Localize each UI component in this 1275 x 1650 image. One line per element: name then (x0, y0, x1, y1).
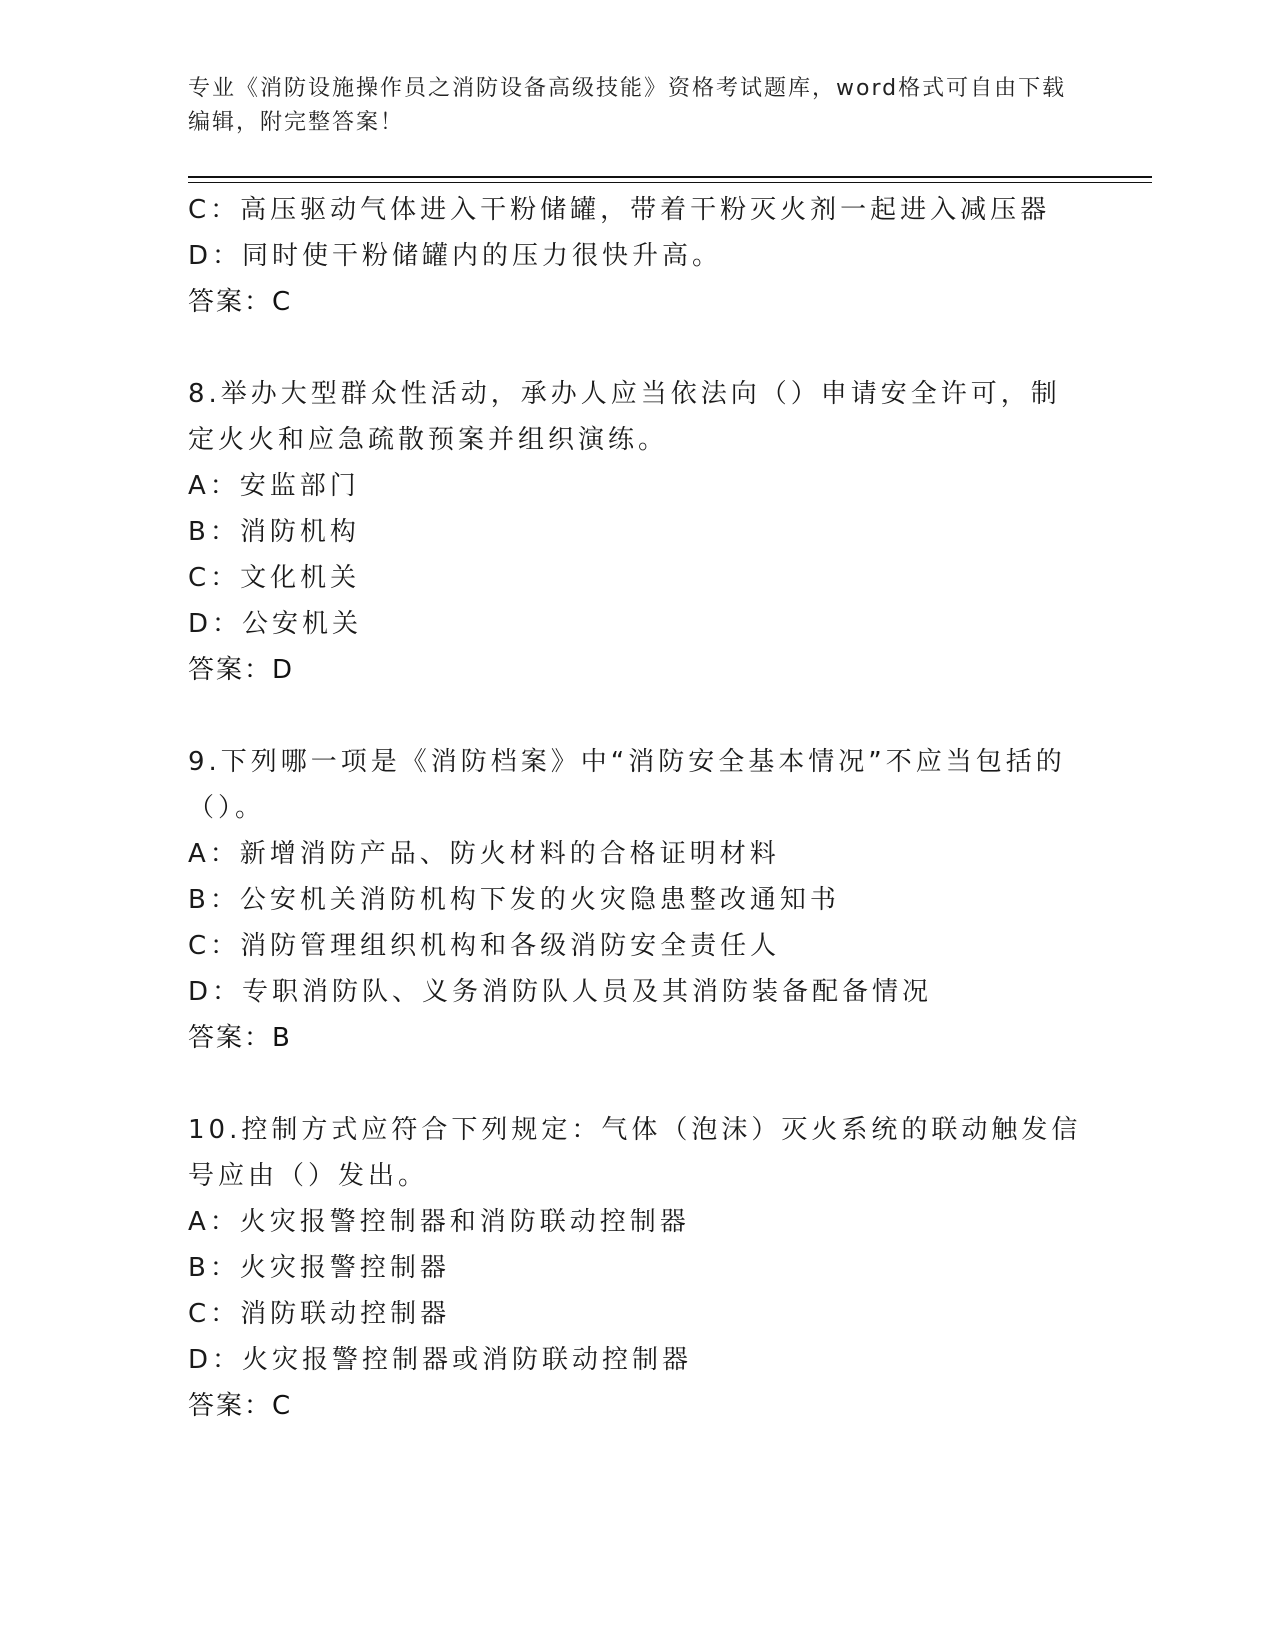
answer-line: 答案：B (188, 1023, 292, 1053)
question-8 (188, 371, 1088, 693)
option-c: C：高压驱动气体进入干粉储罐，带着干粉灭火剂一起进入减压器 (188, 195, 1051, 225)
answer-line: 答案：D (188, 655, 295, 685)
option-d: D：火灾报警控制器或消防联动控制器 (188, 1345, 693, 1375)
header-divider-thin (188, 182, 1152, 183)
option-c: C：文化机关 (188, 563, 361, 593)
option-a: A：火灾报警控制器和消防联动控制器 (188, 1207, 690, 1237)
page-header: 专业《消防设施操作员之消防设备高级技能》资格考试题库，word格式可自由下载编辑，附完整答案！ (188, 76, 1067, 135)
option-c: C：消防管理组织机构和各级消防安全责任人 (188, 931, 781, 961)
question-stem: 10.控制方式应符合下列规定：气体（泡沫）灭火系统的联动触发信号应由（）发出。 (188, 1115, 1082, 1191)
option-b: B：火灾报警控制器 (188, 1253, 450, 1283)
question-stem: 8.举办大型群众性活动，承办人应当依法向（）申请安全许可，制定火火和应急疏散预案并组织演练。 (188, 379, 1061, 455)
option-d: D：公安机关 (188, 609, 363, 639)
spacer (188, 1061, 1088, 1107)
option-c: C：消防联动控制器 (188, 1299, 451, 1329)
option-b: B：公安机关消防机构下发的火灾隐患整改通知书 (188, 885, 840, 915)
option-a: A：安监部门 (188, 471, 360, 501)
question-10 (188, 1107, 1088, 1429)
prev-question-block (188, 187, 1088, 325)
spacer (188, 693, 1088, 739)
header-divider-thick (188, 176, 1152, 178)
question-stem: 9.下列哪一项是《消防档案》中“消防安全基本情况”不应当包括的（）。 (188, 747, 1066, 823)
option-b: B：消防机构 (188, 517, 360, 547)
option-a: A：新增消防产品、防火材料的合格证明材料 (188, 839, 780, 869)
spacer (188, 325, 1088, 371)
question-9 (188, 739, 1088, 1061)
answer-line: 答案：C (188, 1391, 293, 1421)
answer-line: 答案：C (188, 287, 293, 317)
option-d: D：同时使干粉储罐内的压力很快升高。 (188, 241, 723, 271)
question-content (188, 187, 1088, 1429)
option-d: D：专职消防队、义务消防队人员及其消防装备配备情况 (188, 977, 933, 1007)
